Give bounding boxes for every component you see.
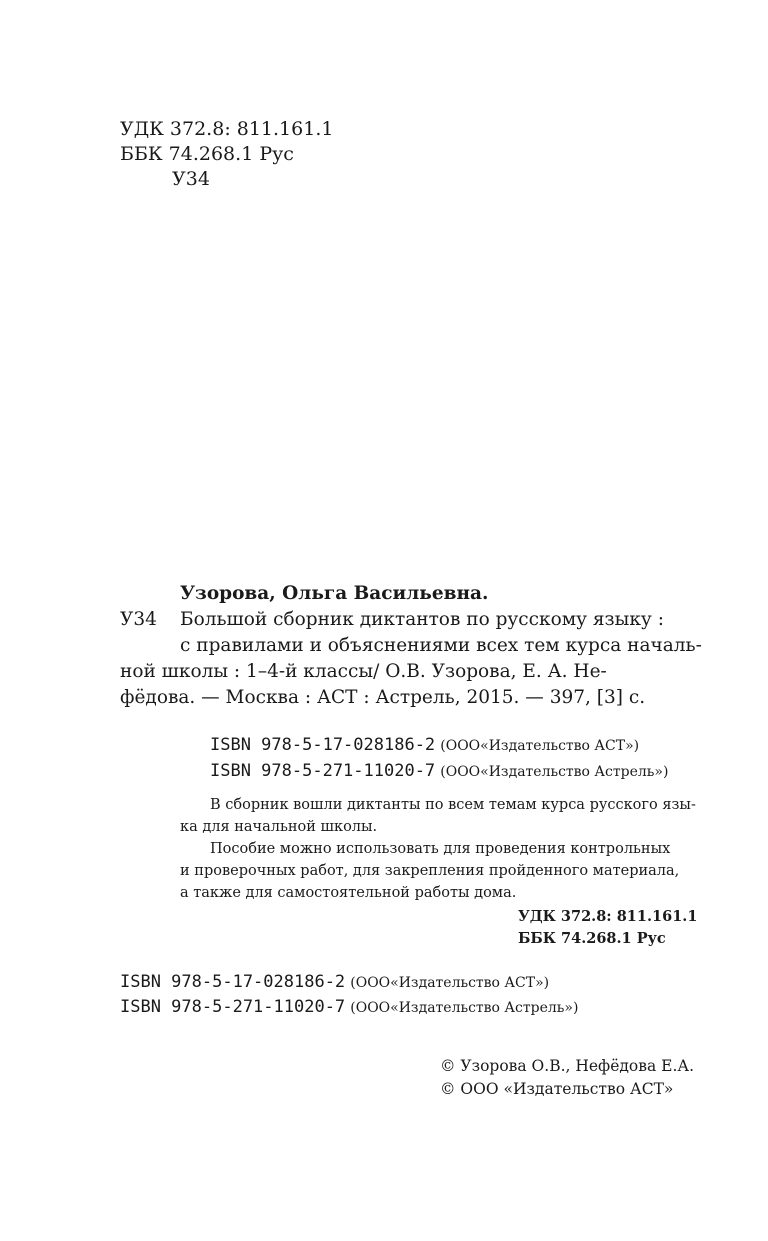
annotation-line: и проверочных работ, для закрепления пройденного материала,	[180, 863, 680, 879]
isbn-publisher: (ООО«Издательство Астрель»)	[350, 1000, 579, 1016]
annotation-line: а также для самостоятельной работы дома.	[180, 885, 517, 901]
isbn-publisher: (ООО«Издательство АСТ»)	[440, 738, 640, 754]
record-title-line: с правилами и объяснениями всех тем курса началь-	[180, 635, 702, 656]
annotation-line: В сборник вошли диктанты по всем темам курса русского язы-	[210, 797, 696, 813]
record-isbn-row	[210, 763, 668, 780]
isbn-number: ISBN 978-5-271-11020-7	[210, 761, 436, 781]
annotation-line: ка для начальной школы.	[180, 819, 378, 835]
record-title-line: ной школы : 1–4-й классы/ О.В. Узорова, Е. А. Не-	[120, 661, 607, 682]
top-udk-code: УДК 372.8: 811.161.1	[120, 118, 334, 140]
isbn-number: ISBN 978-5-271-11020-7	[120, 997, 346, 1017]
copyright-line: © ООО «Издательство АСТ»	[440, 1080, 674, 1098]
top-author-mark: У34	[172, 168, 210, 190]
bottom-isbn-row	[120, 999, 578, 1016]
record-title-line: фёдова. — Москва : АСТ : Астрель, 2015. — 397, [3] с.	[120, 687, 646, 708]
top-bbk-code: ББК 74.268.1 Рус	[120, 143, 294, 165]
annotation-line: Пособие можно использовать для проведения контрольных	[210, 841, 671, 857]
isbn-number: ISBN 978-5-17-028186-2	[120, 972, 346, 992]
record-udk-code: УДК 372.8: 811.161.1	[518, 908, 698, 925]
record-isbn-row	[210, 737, 639, 754]
isbn-publisher: (ООО«Издательство АСТ»)	[350, 975, 550, 991]
record-title-line: Большой сборник диктантов по русскому языку :	[180, 609, 664, 630]
record-bbk-code: ББК 74.268.1 Рус	[518, 930, 666, 947]
isbn-publisher: (ООО«Издательство Астрель»)	[440, 764, 669, 780]
bottom-isbn-row	[120, 974, 549, 991]
isbn-number: ISBN 978-5-17-028186-2	[210, 735, 436, 755]
record-author-mark: У34	[120, 609, 157, 630]
record-author: Узорова, Ольга Васильевна.	[180, 583, 489, 604]
copyright-line: © Узорова О.В., Нефёдова Е.А.	[440, 1057, 695, 1075]
